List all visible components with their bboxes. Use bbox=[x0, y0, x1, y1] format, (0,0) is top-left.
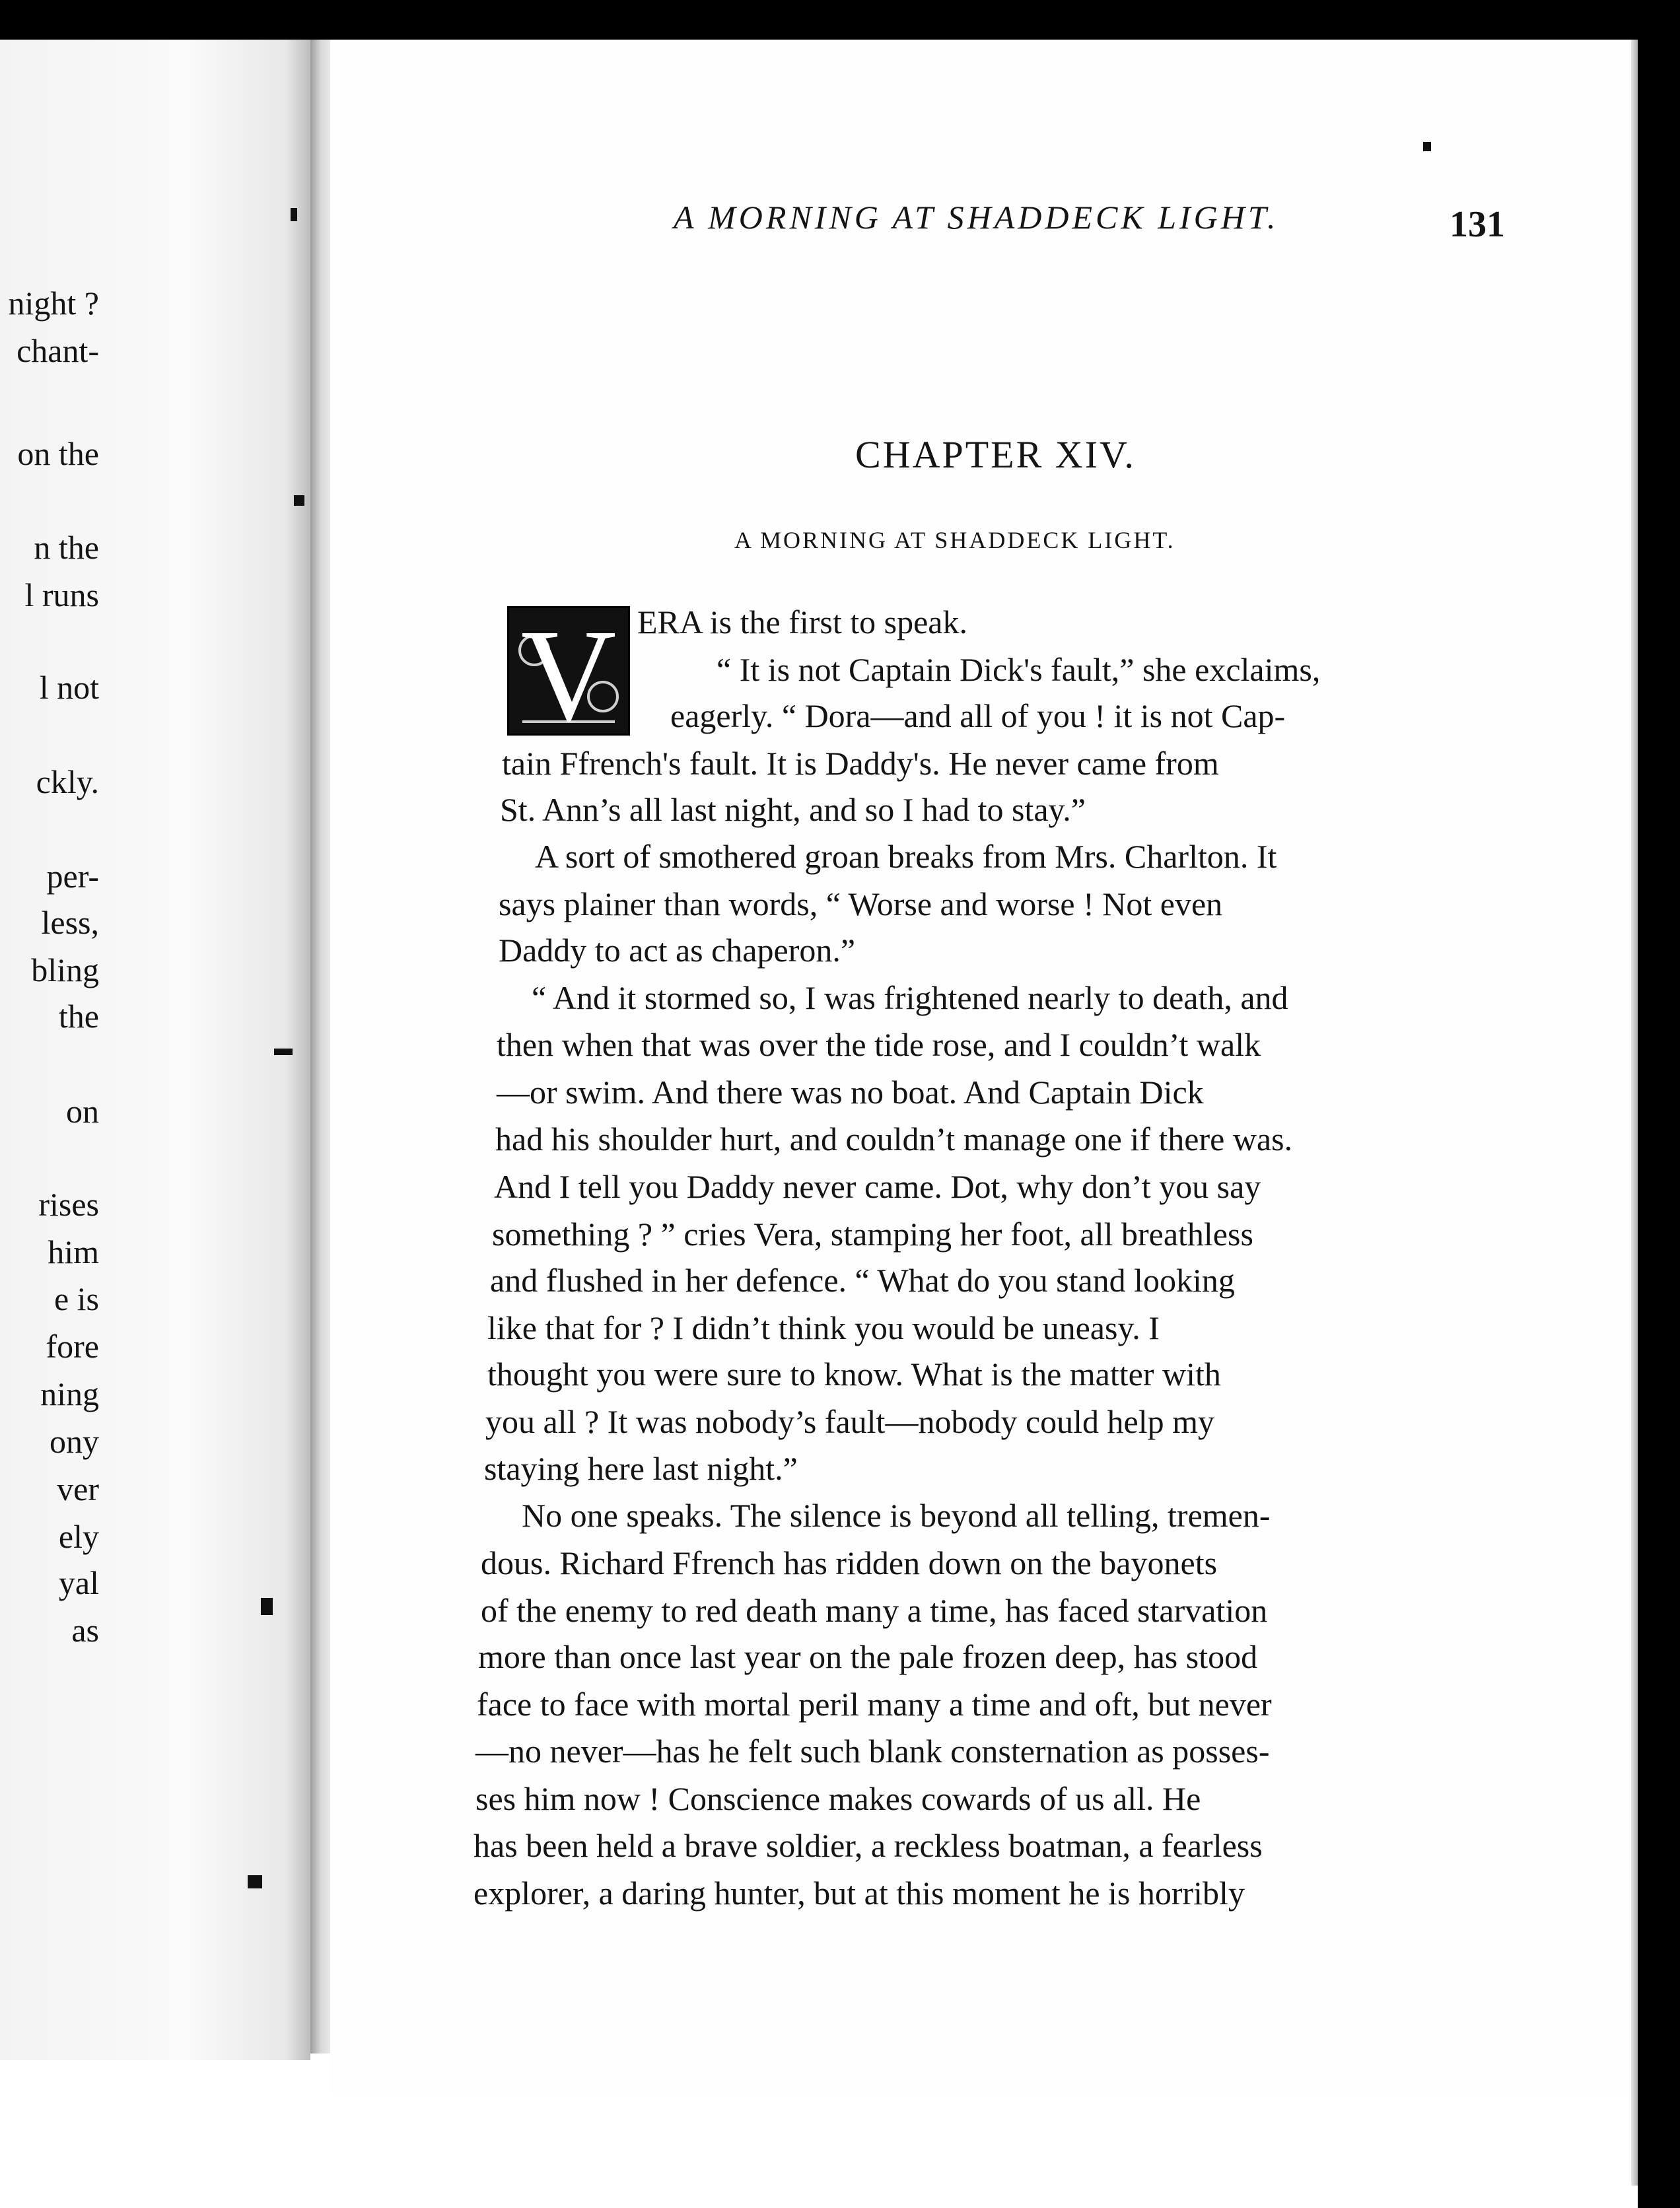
left-fragment: as bbox=[71, 1612, 99, 1649]
left-fragment: bling bbox=[31, 951, 99, 988]
body-line: —or swim. And there was no boat. And Captain Dick bbox=[497, 1074, 1204, 1111]
chapter-heading: CHAPTER XIV. bbox=[855, 433, 1136, 476]
scan-mark bbox=[261, 1598, 273, 1615]
left-fragment: ning bbox=[40, 1375, 99, 1412]
body-line: A sort of smothered groan breaks from Mrs. Charlton. It bbox=[535, 838, 1277, 875]
body-line: “ And it stormed so, I was frightened nearly to death, and bbox=[532, 979, 1288, 1016]
left-fragment: ony bbox=[50, 1423, 99, 1460]
body-line: like that for ? I didn’t think you would be uneasy. I bbox=[487, 1309, 1160, 1346]
body-line: and flushed in her defence. “ What do you stand looking bbox=[490, 1262, 1235, 1299]
running-title: A MORNING AT SHADDECK LIGHT. bbox=[674, 199, 1279, 236]
body-line: had his shoulder hurt, and couldn’t manage one if there was. bbox=[495, 1121, 1293, 1157]
left-fragment: ckly. bbox=[36, 763, 99, 800]
scan-mark bbox=[248, 1875, 262, 1888]
body-line: you all ? It was nobody’s fault—nobody could help my bbox=[485, 1403, 1215, 1440]
left-fragment: chant- bbox=[17, 332, 99, 369]
scan-mark bbox=[294, 495, 304, 506]
body-line: “ It is not Captain Dick's fault,” she exclaims, bbox=[717, 651, 1321, 688]
left-fragment: him bbox=[48, 1233, 99, 1270]
left-fragment: fore bbox=[46, 1328, 99, 1365]
body-line: has been held a brave soldier, a reckless boatman, a fearless bbox=[473, 1827, 1263, 1864]
body-line: then when that was over the tide rose, and I couldn’t walk bbox=[497, 1026, 1261, 1063]
body-line: ERA is the first to speak. bbox=[637, 604, 967, 640]
left-fragment: rises bbox=[38, 1186, 99, 1223]
body-line: of the enemy to red death many a time, has faced starvation bbox=[481, 1592, 1268, 1629]
page-number: 131 bbox=[1450, 204, 1505, 245]
body-line: more than once last year on the pale frozen deep, has stood bbox=[478, 1638, 1258, 1675]
left-fragment: l runs bbox=[24, 576, 99, 613]
page-edge bbox=[1631, 40, 1638, 2186]
body-line: St. Ann’s all last night, and so I had to stay.” bbox=[500, 791, 1086, 828]
left-page bbox=[0, 40, 310, 2060]
decorated-drop-cap bbox=[507, 606, 630, 736]
left-fragment: on the bbox=[17, 435, 99, 472]
body-line: eagerly. “ Dora—and all of you ! it is not Cap- bbox=[670, 697, 1286, 734]
body-line: —no never—has he felt such blank consternation as posses- bbox=[475, 1733, 1270, 1770]
left-fragment: e is bbox=[53, 1280, 99, 1317]
left-fragment: ver bbox=[57, 1470, 99, 1507]
left-fragment: n the bbox=[34, 529, 99, 566]
body-line: explorer, a daring hunter, but at this moment he is horribly bbox=[473, 1875, 1245, 1912]
body-line: something ? ” cries Vera, stamping her foot, all breathless bbox=[492, 1216, 1253, 1253]
left-fragment: l not bbox=[39, 669, 99, 706]
scan-top-border bbox=[0, 0, 1680, 40]
body-line: Daddy to act as chaperon.” bbox=[499, 932, 856, 969]
left-fragment: per- bbox=[46, 858, 99, 895]
scan-mark bbox=[1423, 142, 1431, 151]
left-fragment: yal bbox=[58, 1564, 99, 1601]
body-line: thought you were sure to know. What is the matter with bbox=[487, 1356, 1221, 1393]
scan-right-border bbox=[1638, 0, 1680, 2208]
body-line: says plainer than words, “ Worse and worse ! Not even bbox=[499, 885, 1223, 922]
body-line: No one speaks. The silence is beyond all telling, tremen- bbox=[522, 1497, 1271, 1534]
left-fragment: ely bbox=[58, 1518, 99, 1555]
scan-mark bbox=[291, 208, 297, 221]
body-line: And I tell you Daddy never came. Dot, why don’t you say bbox=[494, 1168, 1261, 1205]
drop-cap-letter: V bbox=[520, 606, 617, 736]
chapter-subtitle: A MORNING AT SHADDECK LIGHT. bbox=[734, 527, 1175, 553]
body-line: face to face with mortal peril many a time and oft, but never bbox=[477, 1686, 1272, 1723]
body-line: staying here last night.” bbox=[484, 1450, 798, 1487]
scan-mark bbox=[274, 1049, 293, 1055]
body-line: ses him now ! Conscience makes cowards of us all. He bbox=[475, 1780, 1201, 1817]
body-line: tain Ffrench's fault. It is Daddy's. He never came from bbox=[502, 745, 1219, 782]
left-fragment: night ? bbox=[8, 285, 99, 322]
body-line: dous. Richard Ffrench has ridden down on the bayonets bbox=[481, 1544, 1218, 1581]
left-fragment: on bbox=[66, 1093, 99, 1130]
left-fragment: the bbox=[58, 998, 99, 1035]
left-fragment: less, bbox=[41, 904, 99, 941]
